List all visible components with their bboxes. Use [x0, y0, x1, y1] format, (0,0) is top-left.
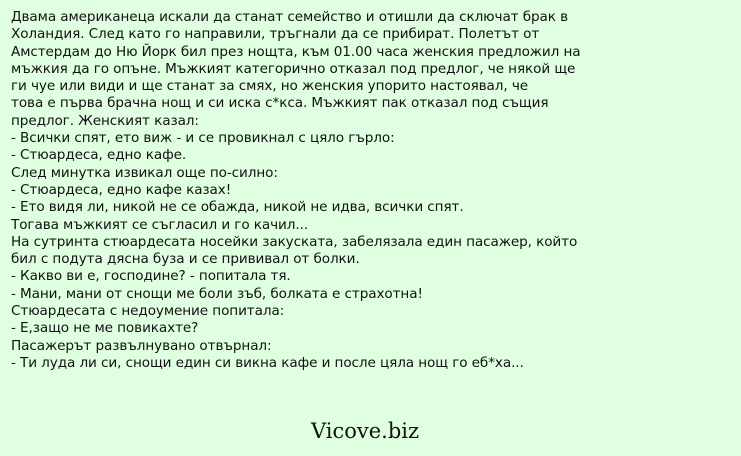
joke-line: Холандия. След като го направили, тръгнали да се прибират. Полетът от [11, 26, 540, 43]
joke-line: предлог. Женският казал: [11, 112, 199, 129]
joke-line: - Стюардеса, едно кафе казах! [11, 181, 232, 198]
joke-line: Тогава мъжкият се съгласил и го качил... [11, 216, 309, 233]
joke-line: - Мани, мани от снощи ме боли зъб, болката е страхотна! [11, 285, 423, 302]
joke-line: - Какво ви е, господине? - попитала тя. [11, 268, 291, 285]
joke-line: Двама американеца искали да станат семейство и отишли да сключат брак в [11, 9, 568, 25]
joke-line: мъжкия да го опъне. Мъжкият категорично отказал под предлог, че някой ще [11, 60, 576, 77]
joke-line: - Стюардеса, едно кафе. [11, 147, 187, 164]
joke-line: бил с подута дясна буза и се прививал от болки. [11, 251, 360, 268]
joke-line: ги чуе или види и ще станат за смях, но женския упорито настоявал, че [11, 78, 529, 95]
joke-line: На сутринта стюардесата носейки закуската, забелязала един пасажер, който [11, 233, 578, 250]
joke-line: - Е,защо не ме повикахте? [11, 320, 199, 337]
joke-line: - Ето видя ли, никой не се обажда, никой не идва, всички спят. [11, 199, 464, 216]
joke-line: - Ти луда ли си, снощи един си викна кафе и после цяла нощ го еб*ха... [11, 354, 524, 371]
joke-line: Пасажерът развълнувано отвърнал: [11, 337, 272, 354]
joke-line: - Всички спят, ето виж - и се провикнал с цяло гърло: [11, 130, 395, 147]
joke-text [11, 9, 736, 372]
site-watermark: Vicove.biz [310, 419, 420, 443]
joke-line: Амстердам до Ню Йорк бил през нощта, към 01.00 часа женския предложил на [11, 43, 581, 60]
joke-line: След минутка извикал още по-силно: [11, 164, 278, 181]
joke-line: това е първа брачна нощ и си иска с*кса. Мъжкият пак отказал под същия [11, 95, 549, 112]
joke-line: Стюардесата с недоумение попитала: [11, 303, 285, 320]
